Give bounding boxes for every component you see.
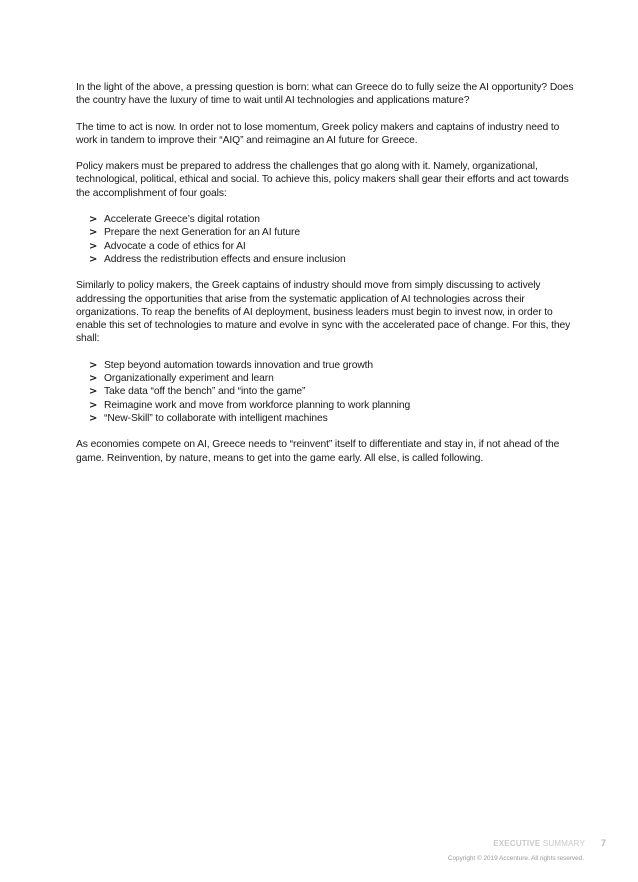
list-item: > Prepare the next Generation for an AI future bbox=[89, 227, 300, 239]
paragraph-conclusion: As economies compete on AI, Greece needs to “reinvent” itself to differentiate and stay in, if not ahead of the game. Reinvention, by nature, means to get into the game early. All else, is called following. bbox=[76, 439, 560, 464]
paragraph-captains-of-industry: Similarly to policy makers, the Greek captains of industry should move from simply discussing to actively addressing the opportunities that arise from the systematic application of AI technologies across their organizations. To reap the benefits of AI deployment, business leaders must begin to invest now, in order to enable this set of technologies to mature and evolve in sync with the accelerated pace of change. For this, they shall: bbox=[76, 280, 571, 345]
page-footer bbox=[448, 833, 606, 862]
copyright-notice: Copyright © 2019 Accenture. All rights reserved. bbox=[447, 855, 584, 862]
list-item: > Advocate a code of ethics for AI bbox=[89, 240, 246, 252]
list-item: > Organizationally experiment and learn bbox=[89, 373, 274, 385]
chevron-right-icon: > bbox=[89, 373, 98, 385]
section-title: EXECUTIVE SUMMARY bbox=[493, 839, 585, 848]
list-item: > “New-Skill” to collaborate with intelligent machines bbox=[89, 412, 328, 424]
footer-section-line bbox=[448, 833, 606, 851]
paragraph-intro-question: In the light of the above, a pressing question is born: what can Greece do to fully seize the AI opportunity? Does the country have the luxury of time to wait until AI technologies and applications mature? bbox=[76, 82, 574, 107]
paragraph-time-to-act: The time to act is now. In order not to lose momentum, Greek policy makers and captains of industry need to work in tandem to improve their “AIQ” and reimagine an AI future for Greece. bbox=[76, 121, 560, 146]
list-item: > Take data “off the bench” and “into the game” bbox=[89, 386, 306, 398]
list-item: > Address the redistribution effects and ensure inclusion bbox=[89, 253, 346, 265]
policy-goals-list bbox=[76, 213, 576, 266]
page-number: 7 bbox=[600, 838, 606, 848]
chevron-right-icon: > bbox=[89, 412, 98, 424]
list-item: > Step beyond automation towards innovation and true growth bbox=[89, 359, 374, 371]
chevron-right-icon: > bbox=[89, 240, 98, 252]
paragraph-policy-makers: Policy makers must be prepared to address the challenges that go along with it. Namely, organizational, technological, political, ethical and social. To achieve this, policy makers shall gear their efforts and act towards the accomplishment of four goals: bbox=[76, 161, 569, 199]
chevron-right-icon: > bbox=[89, 386, 98, 398]
industry-actions-list bbox=[76, 359, 576, 425]
chevron-right-icon: > bbox=[89, 214, 98, 226]
chevron-right-icon: > bbox=[89, 399, 98, 411]
document-body bbox=[76, 81, 576, 478]
list-item: > Accelerate Greece’s digital rotation bbox=[89, 214, 260, 226]
chevron-right-icon: > bbox=[89, 253, 98, 265]
chevron-right-icon: > bbox=[89, 227, 98, 239]
list-item: > Reimagine work and move from workforce planning to work planning bbox=[89, 399, 411, 411]
chevron-right-icon: > bbox=[89, 359, 98, 371]
